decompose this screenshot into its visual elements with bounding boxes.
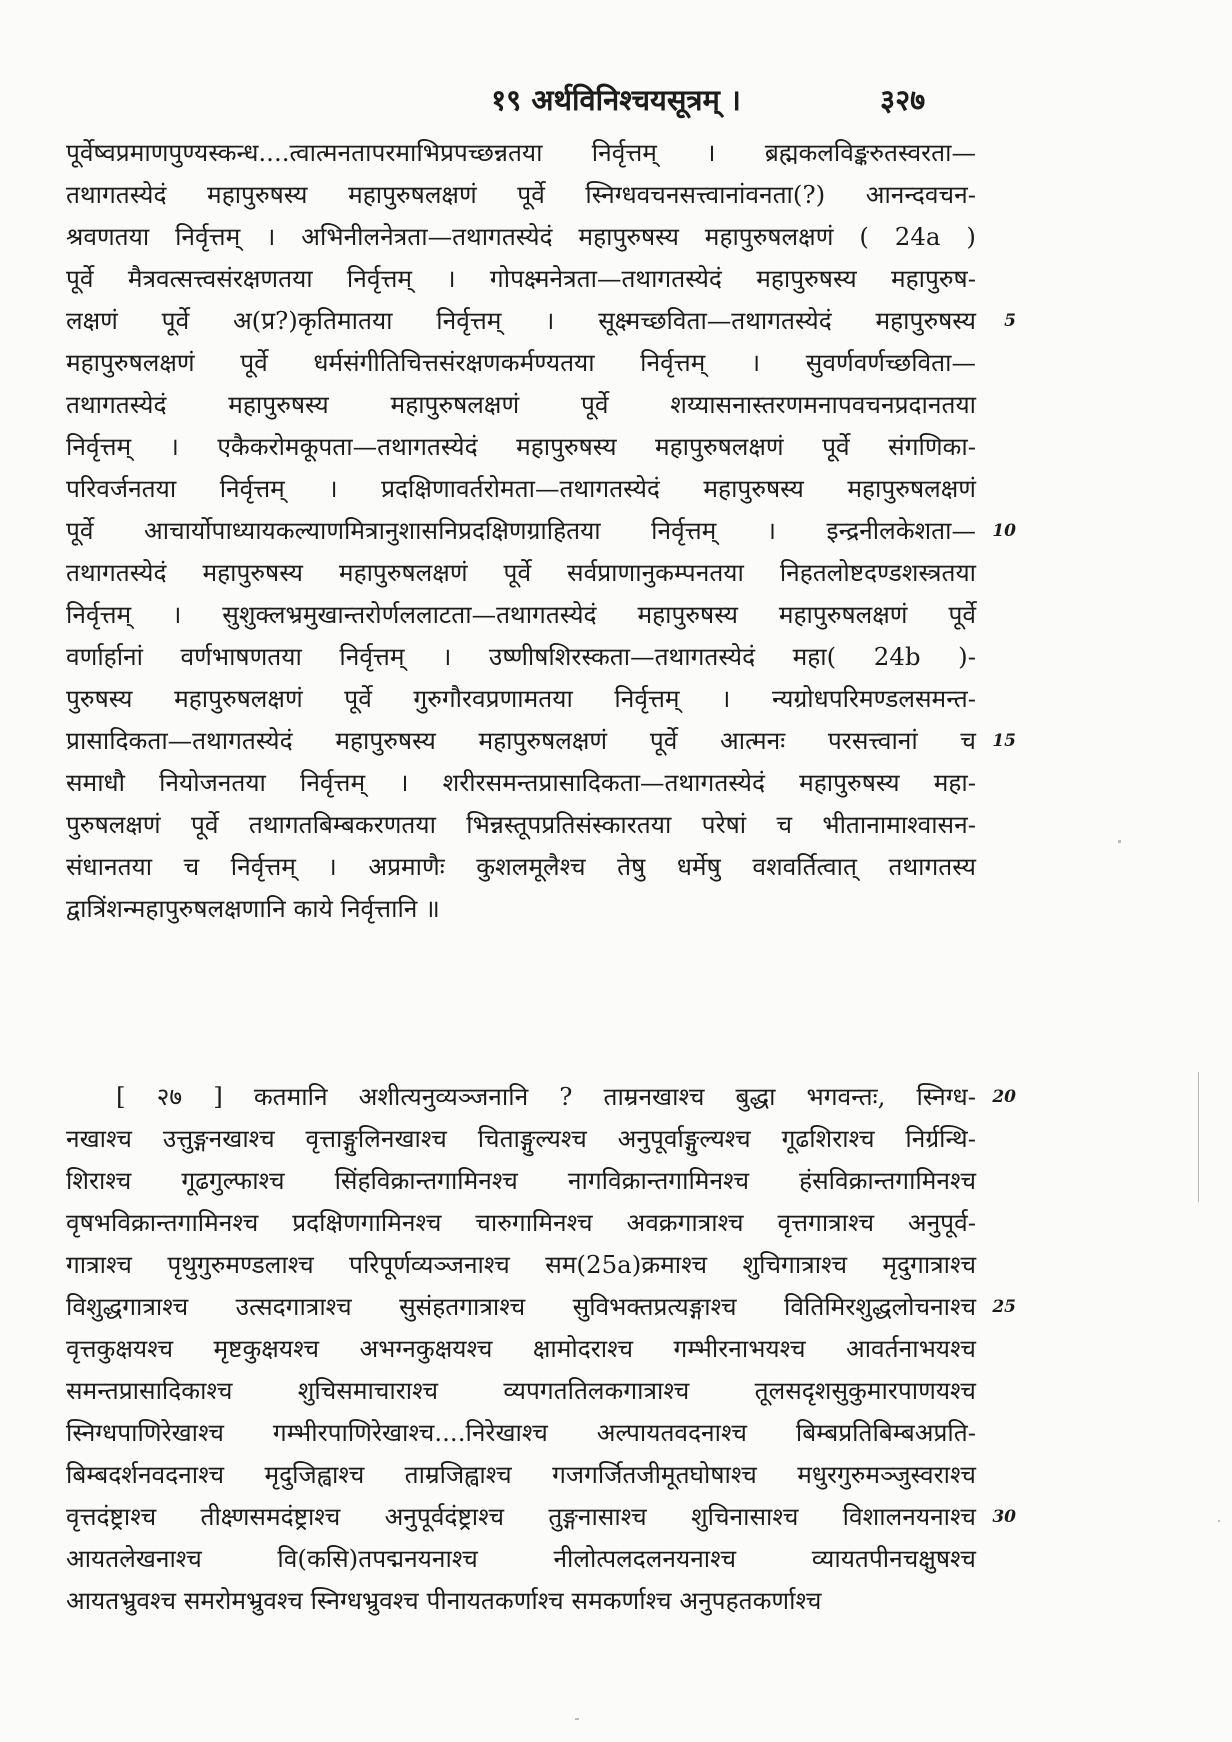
text-line	[66, 216, 976, 258]
scan-speck	[1118, 840, 1121, 843]
line-text: आयतलेखनाश्च वि(कसि)तपद्मनयनाश्च नीलोत्पलदलनयनाश्च व्यायतपीनचक्षुषश्च	[66, 1544, 976, 1573]
text-line	[66, 1370, 976, 1412]
line-number: 15	[992, 731, 1016, 751]
line-text: पुरुषलक्षणं पूर्वे तथागतबिम्बकरणतया भिन्नस्तूपप्रतिसंस्कारतया परेषां च भीतानामाश्वासन-	[66, 810, 976, 839]
text-line	[66, 1412, 976, 1454]
scan-speck	[1218, 1520, 1220, 1522]
text-line	[66, 1118, 976, 1160]
text-line	[66, 594, 976, 636]
text-line	[66, 132, 976, 174]
line-text: द्वात्रिंशन्महापुरुषलक्षणानि काये निर्वृत्तानि ॥	[66, 894, 440, 923]
line-number: 30	[992, 1507, 1016, 1527]
line-text: गात्राश्च पृथुगुरुमण्डलाश्च परिपूर्णव्यञ्जनाश्च सम(25a)क्रमाश्च शुचिगात्राश्च मृदुगात्राश्च	[66, 1250, 976, 1279]
line-text: [ २७ ] कतमानि अशीत्यनुव्यञ्जनानि ? ताम्रनखाश्च बुद्धा भगवन्तः, स्निग्ध-	[116, 1082, 976, 1111]
page-number: ३२७	[880, 83, 926, 117]
text-line	[66, 174, 976, 216]
line-text: आयतभ्रुवश्च समरोमभ्रुवश्च स्निग्धभ्रुवश्च पीनायतकर्णाश्च समकर्णाश्च अनुपहतकर्णाश्च	[66, 1586, 822, 1615]
line-text: समन्तप्रासादिकाश्च शुचिसमाचाराश्च व्यपगततिलकगात्राश्च तूलसदृशसुकुमारपाणयश्च	[66, 1376, 976, 1405]
text-line	[66, 1244, 976, 1286]
text-line	[66, 384, 976, 426]
margin-scan-line	[1198, 1072, 1199, 1202]
line-text: पूर्वे मैत्रवत्सत्त्वसंरक्षणतया निर्वृत्तम् । गोपक्ष्मनेत्रता—तथागतस्येदं महापुरुषस्य महापुरुष-	[66, 264, 976, 293]
text-line	[66, 1160, 976, 1202]
paragraph-lakshana	[66, 132, 1016, 930]
text-line	[66, 1328, 976, 1370]
line-number: 5	[1004, 311, 1016, 331]
text-line	[66, 510, 1016, 552]
line-text: वृषभविक्रान्तगामिनश्च प्रदक्षिणगामिनश्च चारुगामिनश्च अवक्रगात्राश्च वृत्तगात्राश्च अनुपूर्व-	[66, 1208, 976, 1237]
line-text: वृत्तकुक्षयश्च मृष्टकुक्षयश्च अभग्नकुक्षयश्च क्षामोदराश्च गम्भीरनाभयश्च आवर्तनाभयश्च	[66, 1334, 976, 1363]
text-line	[66, 678, 976, 720]
line-text: पूर्वेष्वप्रमाणपुण्यस्कन्ध....त्वात्मनतापरमाभिप्रपच्छन्नतया निर्वृत्तम् । ब्रह्मकलविङ्करुतस्वरता—	[66, 138, 976, 167]
line-text: तथागतस्येदं महापुरुषस्य महापुरुषलक्षणं पूर्वे शय्यासनास्तरणमनापवचनप्रदानतया	[66, 390, 976, 419]
line-text: वर्णार्हानां वर्णभाषणतया निर्वृत्तम् । उष्णीषशिरस्कता—तथागतस्येदं महा( 24b )-	[66, 642, 976, 671]
text-line	[66, 258, 976, 300]
line-text: नखाश्च उत्तुङ्गनखाश्च वृत्ताङ्गुलिनखाश्च चिताङ्गुल्यश्च अनुपूर्वाङ्गुल्यश्च गूढशिराश्च निर्ग्रन्थि-	[66, 1124, 976, 1153]
text-line	[66, 1202, 976, 1244]
text-line	[66, 1538, 976, 1580]
text-line	[66, 762, 976, 804]
line-text: प्रासादिकता—तथागतस्येदं महापुरुषस्य महापुरुषलक्षणं पूर्वे आत्मनः परसत्त्वानां च	[66, 726, 976, 755]
text-line	[66, 888, 976, 930]
line-text: संधानतया च निर्वृत्तम् । अप्रमाणैः कुशलमूलैश्च तेषु धर्मेषु वशवर्तित्वात् तथागतस्य	[66, 852, 976, 881]
line-text: पुरुषस्य महापुरुषलक्षणं पूर्वे गुरुगौरवप्रणामतया निर्वृत्तम् । न्यग्रोधपरिमण्डलसमन्त-	[66, 684, 976, 713]
line-text: परिवर्जनतया निर्वृत्तम् । प्रदक्षिणावर्तरोमता—तथागतस्येदं महापुरुषस्य महापुरुषलक्षणं	[66, 474, 976, 503]
text-line	[66, 468, 976, 510]
text-line	[66, 1076, 1016, 1118]
line-text: पूर्वे आचार्योपाध्यायकल्याणमित्रानुशासनिप्रदक्षिणग्राहितया निर्वृत्तम् । इन्द्रनीलकेशता—	[66, 516, 976, 545]
line-text: लक्षणं पूर्वे अ(प्र?)कृतिमातया निर्वृत्तम् । सूक्ष्मच्छविता—तथागतस्येदं महापुरुषस्य	[66, 306, 976, 335]
paragraph-anuvyanjana	[66, 1076, 1016, 1622]
text-line	[66, 636, 976, 678]
text-line	[66, 1454, 976, 1496]
text-line	[66, 804, 976, 846]
line-text: श्रवणतया निर्वृत्तम् । अभिनीलनेत्रता—तथागतस्येदं महापुरुषस्य महापुरुषलक्षणं ( 24a )	[66, 222, 976, 251]
text-line	[66, 342, 976, 384]
text-line	[66, 552, 976, 594]
line-text: समाधौ नियोजनतया निर्वृत्तम् । शरीरसमन्तप्रासादिकता—तथागतस्येदं महापुरुषस्य महा-	[66, 768, 976, 797]
text-line	[66, 1286, 1016, 1328]
chapter-heading: १९ अर्थविनिश्चयसूत्रम् ।	[491, 83, 741, 117]
line-text: विशुद्धगात्राश्च उत्सदगात्राश्च सुसंहतगात्राश्च सुविभक्तप्रत्यङ्गाश्च वितिमिरशुद्धलोचनाश्च	[66, 1292, 976, 1321]
line-text: शिराश्च गूढगुल्फाश्च सिंहविक्रान्तगामिनश्च नागविक्रान्तगामिनश्च हंसविक्रान्तगामिनश्च	[66, 1166, 976, 1195]
text-line	[66, 1496, 1016, 1538]
line-number: 25	[992, 1297, 1016, 1317]
line-text: वृत्तदंष्ट्राश्च तीक्ष्णसमदंष्ट्राश्च अनुपूर्वदंष्ट्राश्च तुङ्गनासाश्च शुचिनासाश्च विशालनयनाश्च	[66, 1502, 976, 1531]
line-text: निर्वृत्तम् । सुशुक्लभ्रमुखान्तरोर्णललाटता—तथागतस्येदं महापुरुषस्य महापुरुषलक्षणं पूर्वे	[66, 600, 976, 629]
scan-speck	[575, 1718, 579, 1720]
line-text: बिम्बदर्शनवदनाश्च मृदुजिह्वाश्च ताम्रजिह्वाश्च गजगर्जितजीमूतघोषाश्च मधुरगुरुमञ्जुस्वराश्च	[66, 1460, 976, 1489]
line-text: तथागतस्येदं महापुरुषस्य महापुरुषलक्षणं पूर्वे स्निग्धवचनसत्त्वानांवनता(?) आनन्दवचन-	[66, 180, 976, 209]
line-text: स्निग्धपाणिरेखाश्च गम्भीरपाणिरेखाश्च....निरेखाश्च अल्पायतवदनाश्च बिम्बप्रतिबिम्बअप्रति-	[66, 1418, 976, 1447]
line-number: 20	[992, 1087, 1016, 1107]
line-number: 10	[992, 521, 1016, 541]
text-line	[66, 426, 976, 468]
text-line	[66, 1580, 976, 1622]
line-text: महापुरुषलक्षणं पूर्वे धर्मसंगीतिचित्तसंरक्षणकर्मण्यतया निर्वृत्तम् । सुवर्णवर्णच्छविता—	[66, 348, 976, 377]
line-text: तथागतस्येदं महापुरुषस्य महापुरुषलक्षणं पूर्वे सर्वप्राणानुकम्पनतया निहतलोष्टदण्डशस्त्रतया	[66, 558, 976, 587]
text-line	[66, 720, 1016, 762]
line-text: निर्वृत्तम् । एकैकरोमकूपता—तथागतस्येदं महापुरुषस्य महापुरुषलक्षणं पूर्वे संगणिका-	[66, 432, 976, 461]
text-line	[66, 300, 1016, 342]
text-line	[66, 846, 976, 888]
